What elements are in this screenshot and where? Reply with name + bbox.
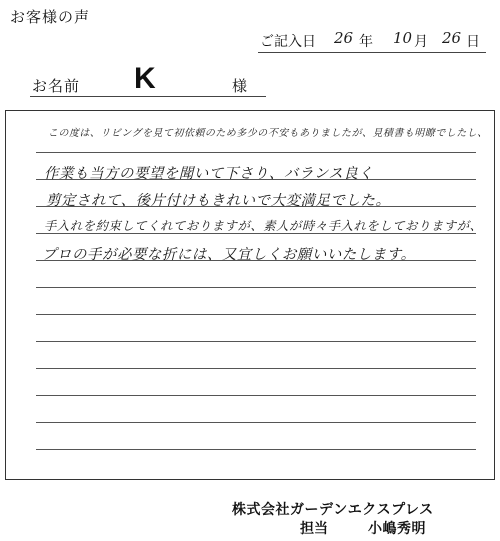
ruled-line bbox=[36, 152, 476, 153]
comment-line-5: 手入れを約束してくれておりますが、素人が時々手入れをしておりますが、 bbox=[44, 219, 483, 233]
date-year-unit: 年 bbox=[359, 34, 373, 50]
staff-name: 小嶋秀明 bbox=[368, 521, 426, 537]
ruled-line bbox=[36, 287, 476, 288]
comment-line-6: プロの手が必要な折には、又宜しくお願いいたします。 bbox=[42, 247, 416, 263]
comment-line-4: 剪定されて、後片付けもきれいで大変満足でした。 bbox=[46, 193, 391, 209]
date-year: 26 bbox=[334, 29, 354, 47]
ruled-line bbox=[36, 449, 476, 450]
company-name: 株式会社ガーデンエクスプレス bbox=[232, 502, 434, 518]
date-day-unit: 日 bbox=[466, 34, 480, 50]
ruled-line bbox=[36, 314, 476, 315]
ruled-line bbox=[36, 368, 476, 369]
comment-line-1: この度は、リビングを見て初依頼のため多少の不安もありましたが、見積書も明瞭でしたし、 bbox=[48, 128, 488, 139]
date-label: ご記入日 bbox=[260, 34, 316, 50]
comment-box bbox=[5, 110, 495, 480]
date-day: 26 bbox=[442, 29, 462, 47]
customer-name: K bbox=[134, 62, 156, 95]
customer-name-field bbox=[30, 62, 266, 97]
ruled-line bbox=[36, 395, 476, 396]
customer-honorific: 様 bbox=[232, 77, 248, 95]
page-title: お客様の声 bbox=[10, 8, 91, 26]
date-month-unit: 月 bbox=[414, 34, 428, 50]
entry-date bbox=[258, 28, 486, 53]
customer-name-label: お名前 bbox=[32, 77, 81, 95]
ruled-line bbox=[36, 422, 476, 423]
date-month: 10 bbox=[393, 29, 413, 47]
comment-line-3: 作業も当方の要望を聞いて下さり、バランス良く bbox=[44, 166, 374, 182]
staff-label: 担当 bbox=[300, 521, 328, 537]
ruled-line bbox=[36, 341, 476, 342]
